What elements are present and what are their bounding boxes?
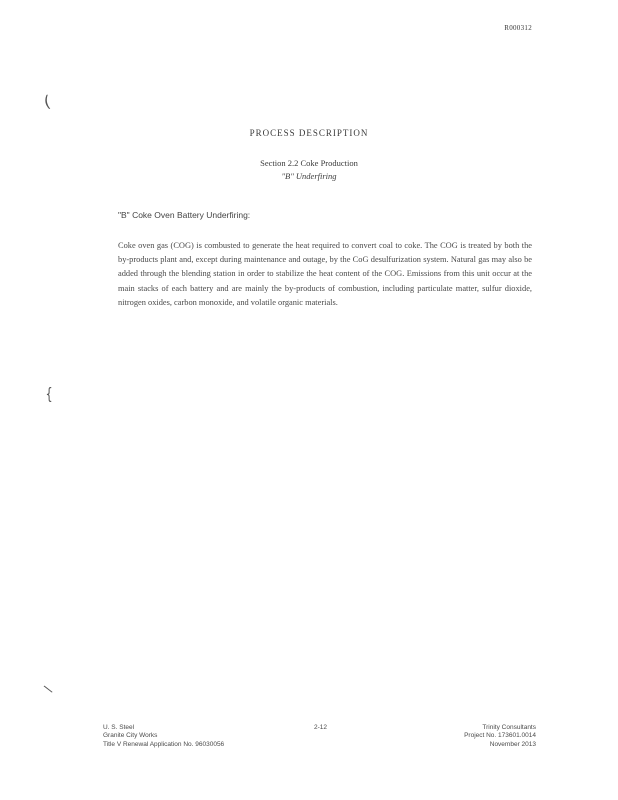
margin-mark: \ — [42, 682, 54, 696]
paragraph-heading: "B" Coke Oven Battery Underfiring: — [118, 210, 251, 220]
footer-project-number: Project No. 173601.0014 — [464, 732, 536, 740]
footer-consultant: Trinity Consultants — [482, 724, 536, 731]
page-footer — [103, 724, 536, 754]
footer-page-number: 2-12 — [314, 724, 328, 731]
subsection-heading: "B" Underfiring — [281, 171, 337, 181]
footer-company: U. S. Steel — [103, 724, 135, 731]
document-title: PROCESS DESCRIPTION — [249, 128, 369, 138]
section-heading: Section 2.2 Coke Production — [260, 158, 358, 168]
footer-facility: Granite City Works — [103, 732, 158, 740]
body-paragraph: Coke oven gas (COG) is combusted to generate the heat required to convert coal to coke. The COG is treated by both the by-products plant and, except during maintenance and outage, by the CoG desulfurization system. Natural gas may also be added through the blending station in order to stabilize the heat content of the COG. Emissions from this unit occur at the main stacks of each battery and are mainly the by-products of combustion, including particulate matter, sulfur dioxide, nitrogen oxides, carbon monoxide, and volatile organic materials. — [118, 241, 532, 307]
footer-left — [103, 724, 224, 749]
margin-mark: { — [45, 384, 53, 403]
page-id: R000312 — [504, 24, 532, 32]
footer-right — [464, 724, 536, 749]
footer-date: November 2013 — [489, 740, 536, 748]
footer-application: Title V Renewal Application No. 96030056 — [103, 740, 225, 748]
margin-mark: ( — [42, 91, 52, 112]
